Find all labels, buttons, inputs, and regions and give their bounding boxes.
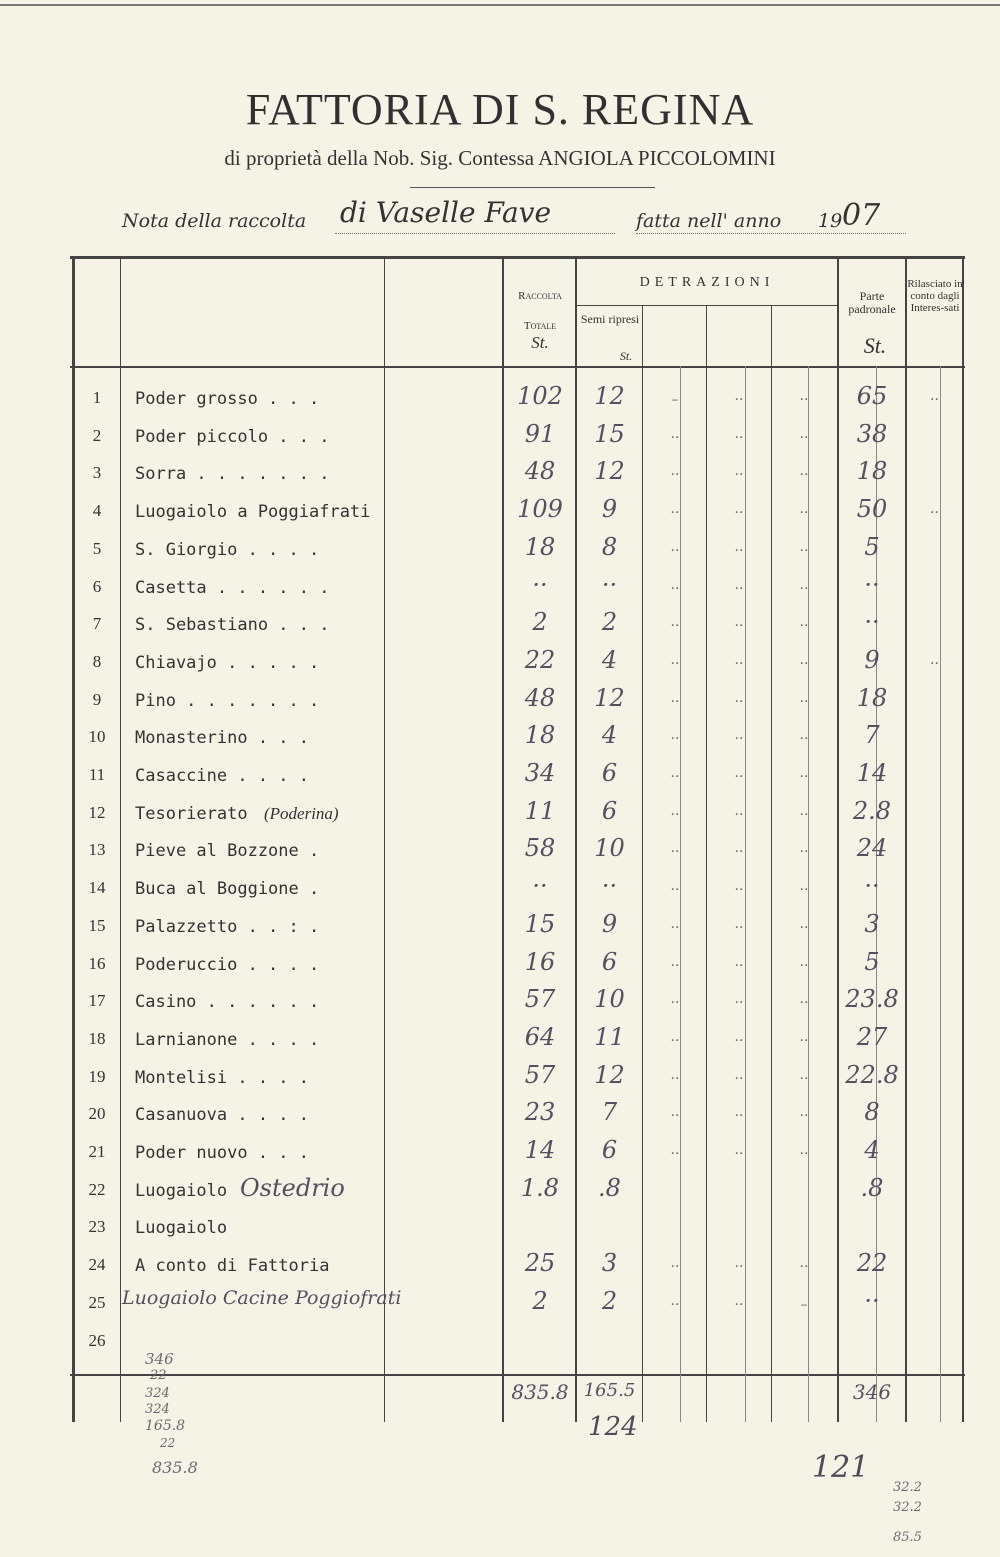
row-detrazione-mark: ··	[799, 1071, 809, 1087]
col-rule-d2	[706, 305, 707, 1422]
row-detrazione-mark: ··	[734, 581, 744, 597]
row-detrazione-mark: ··	[670, 1033, 680, 1049]
right-small-note: 32.2	[893, 1480, 922, 1495]
row-semi: 3	[601, 1249, 618, 1277]
total-semi: 165.5	[583, 1380, 636, 1401]
row-name: Buca al Boggione .	[135, 879, 320, 899]
col-rule-semi	[642, 305, 643, 1422]
row-detrazione-mark: ··	[734, 392, 744, 408]
row-name: Casanuova . . . .	[135, 1105, 309, 1125]
col-header-semi-unit: St.	[619, 349, 633, 363]
col-header-detrazioni: DETRAZIONI	[639, 275, 775, 290]
row-semi: 12	[594, 457, 625, 485]
row-totale: 18	[524, 533, 556, 561]
row-detrazione-mark: ··	[734, 731, 744, 747]
row-totale: 34	[524, 759, 556, 787]
row-totale: 22	[524, 646, 556, 674]
row-detrazione-mark: ··	[670, 467, 680, 483]
row-number: 15	[88, 916, 106, 935]
row-parte: .8	[860, 1174, 884, 1202]
row-totale: 25	[524, 1249, 556, 1277]
row-detrazione-mark: ··	[734, 430, 744, 446]
row-number: 18	[88, 1029, 106, 1048]
col-rule-d3	[771, 305, 772, 1422]
calc-line: 22	[160, 1436, 176, 1450]
header-bottom-rule	[70, 366, 965, 368]
col-rule-number	[120, 258, 121, 1422]
nota-label: Nota della raccolta	[122, 210, 307, 232]
row-semi: 10	[594, 834, 625, 862]
row-number: 4	[92, 501, 102, 520]
row-detrazione-mark: ··	[734, 882, 744, 898]
row-rilasciato: ··	[930, 656, 939, 672]
row-number: 20	[88, 1104, 106, 1123]
row-number: 8	[92, 652, 102, 671]
row-detrazione-mark: ··	[734, 995, 744, 1011]
total-totale: 835.8	[511, 1380, 569, 1404]
row-semi: 4	[601, 646, 618, 674]
row-semi: 6	[601, 759, 618, 787]
table-top-border	[70, 256, 965, 259]
row-parte: 18	[856, 457, 888, 485]
row-detrazione-mark: ··	[799, 618, 809, 634]
right-border	[962, 258, 964, 1422]
row-number: 10	[88, 727, 106, 746]
row-detrazione-mark: ··	[734, 1146, 744, 1162]
row-totale: 48	[524, 457, 556, 485]
row-rilasciato: ··	[930, 392, 939, 408]
calc-line: 346	[145, 1350, 174, 1368]
row-number: 12	[88, 803, 106, 822]
fatta-label: fatta nell' anno	[636, 210, 782, 232]
row-parte: 22	[856, 1249, 888, 1277]
col-rule-name	[384, 258, 385, 1422]
row-parte: ··	[864, 571, 880, 599]
page-title: FATTORIA DI S. REGINA	[245, 85, 755, 134]
row-totale: 16	[524, 948, 556, 976]
row-detrazione-mark: ··	[670, 1108, 680, 1124]
row-parte: ··	[864, 608, 880, 636]
row-semi: 11	[594, 1023, 625, 1051]
row-name-italic: (Poderina)	[264, 804, 339, 823]
row-totale: 57	[524, 985, 556, 1013]
row-parte: 50	[856, 495, 888, 523]
row-name: Pino . . . . . . .	[135, 691, 320, 711]
row-name-handwritten: Luogaiolo Cacine Poggiofrati	[122, 1287, 402, 1309]
row-totale: 11	[524, 797, 556, 825]
row-parte: 22.8	[845, 1061, 899, 1089]
row-detrazione-mark: ··	[734, 769, 744, 785]
row-totale: 91	[524, 420, 556, 448]
title-rule	[410, 187, 655, 188]
row-parte: 5	[864, 948, 880, 976]
calc-line: 835.8	[152, 1458, 198, 1477]
row-totale: ··	[532, 872, 548, 900]
row-parte: 8	[864, 1098, 880, 1126]
row-detrazione-mark: ··	[799, 844, 809, 860]
row-parte: 14	[856, 759, 888, 787]
anno-dotted-line	[636, 233, 906, 234]
row-detrazione-mark: ··	[734, 1297, 744, 1313]
row-number: 13	[88, 840, 106, 859]
row-detrazione-mark: ··	[734, 505, 744, 521]
row-totale: 48	[524, 684, 556, 712]
row-rilasciato: ··	[930, 505, 939, 521]
row-number: 26	[88, 1331, 106, 1350]
anno-hand: 07	[842, 198, 881, 233]
row-detrazione-mark: ··	[670, 656, 680, 672]
row-semi: 12	[594, 684, 625, 712]
row-detrazione-mark: ··	[734, 618, 744, 634]
row-number: 3	[92, 463, 102, 482]
row-detrazione-mark: ··	[799, 656, 809, 672]
row-detrazione-mark: ··	[734, 694, 744, 710]
row-parte: ··	[864, 1287, 880, 1315]
row-parte: ··	[864, 872, 880, 900]
row-semi: 12	[594, 382, 625, 410]
left-border	[72, 256, 75, 1422]
row-number: 1	[92, 388, 102, 407]
row-semi: 6	[601, 948, 618, 976]
row-detrazione-mark: ··	[734, 807, 744, 823]
row-name: Larnianone . . . .	[135, 1030, 320, 1050]
col-header-semi: Semi ripresi	[580, 312, 640, 326]
row-detrazione-mark: –	[671, 392, 679, 408]
row-detrazione-mark: ··	[734, 958, 744, 974]
row-totale: 1.8	[520, 1174, 560, 1202]
nota-dotted-line	[335, 233, 615, 234]
row-detrazione-mark: ··	[670, 995, 680, 1011]
sub-rule-5	[940, 366, 941, 1422]
row-detrazione-mark: ··	[670, 807, 680, 823]
right-small-note: 85.5	[893, 1530, 922, 1545]
row-detrazione-mark: ··	[734, 1259, 744, 1275]
row-number: 24	[88, 1255, 106, 1274]
row-detrazione-mark: ··	[734, 920, 744, 936]
row-number: 19	[88, 1067, 106, 1086]
row-totale: 15	[524, 910, 556, 938]
row-parte: 18	[856, 684, 888, 712]
row-totale: 2	[532, 1287, 548, 1315]
row-number: 7	[92, 614, 102, 633]
row-parte: 2.8	[852, 797, 892, 825]
row-number: 22	[88, 1180, 106, 1199]
row-totale: 64	[524, 1023, 556, 1051]
row-detrazione-mark: ··	[670, 1071, 680, 1087]
col-header-raccolta: Raccolta	[518, 290, 562, 302]
row-number: 17	[88, 991, 106, 1010]
row-detrazione-mark: ··	[734, 543, 744, 559]
row-semi: 8	[601, 533, 618, 561]
row-semi: 9	[601, 910, 618, 938]
row-detrazione-mark: –	[800, 1297, 808, 1313]
row-parte: 9	[864, 646, 880, 674]
row-detrazione-mark: ··	[670, 505, 680, 521]
totals-rule	[70, 1374, 965, 1376]
row-detrazione-mark: ··	[670, 1146, 680, 1162]
right-small-note: 32.2	[893, 1500, 922, 1515]
row-detrazione-mark: ··	[799, 1146, 809, 1162]
row-detrazione-mark: ··	[670, 1259, 680, 1275]
row-semi: 15	[594, 420, 625, 448]
row-detrazione-mark: ··	[670, 731, 680, 747]
row-detrazione-mark: ··	[734, 467, 744, 483]
row-semi: ··	[601, 872, 618, 900]
row-parte: 7	[864, 721, 880, 749]
row-semi: 7	[601, 1098, 618, 1126]
row-detrazione-mark: ··	[670, 769, 680, 785]
row-number: 16	[88, 954, 106, 973]
row-parte: 38	[856, 420, 888, 448]
row-detrazione-mark: ··	[799, 731, 809, 747]
calc-line: 165.8	[145, 1418, 186, 1434]
row-semi: .8	[598, 1174, 621, 1202]
row-detrazione-mark: ··	[799, 920, 809, 936]
row-semi: 12	[594, 1061, 625, 1089]
row-detrazione-mark: ··	[799, 505, 809, 521]
calc-line: 22	[150, 1368, 167, 1383]
row-detrazione-mark: ··	[670, 618, 680, 634]
col-rule-name-end	[502, 258, 504, 1422]
nota-value: di Vaselle Fave	[340, 196, 552, 229]
row-name: Chiavajo . . . . .	[135, 653, 320, 673]
row-detrazione-mark: ··	[670, 1297, 680, 1313]
row-totale: 23	[524, 1098, 556, 1126]
row-detrazione-mark: ··	[734, 1071, 744, 1087]
row-parte: 23.8	[845, 985, 899, 1013]
row-detrazione-mark: ··	[670, 581, 680, 597]
row-name: Montelisi . . . .	[135, 1068, 309, 1088]
row-name: Luogaiolo	[135, 1181, 228, 1201]
row-name: Monasterino . . .	[135, 728, 309, 748]
row-name: Luogaiolo a Poggiafrati	[135, 502, 371, 522]
row-detrazione-mark: ··	[799, 1108, 809, 1124]
row-semi: 6	[601, 1136, 618, 1164]
row-detrazione-mark: ··	[670, 882, 680, 898]
col-header-totale: Totale	[523, 320, 557, 332]
row-name-handwritten: Ostedrio	[240, 1174, 345, 1202]
row-name: Casetta . . . . . .	[135, 578, 330, 598]
row-detrazione-mark: ··	[799, 467, 809, 483]
row-name: Poder grosso . . .	[135, 389, 320, 409]
row-detrazione-mark: ··	[799, 807, 809, 823]
row-semi: 4	[601, 721, 618, 749]
page-edge	[0, 4, 1000, 6]
row-detrazione-mark: ··	[734, 844, 744, 860]
anno-prefix: 19	[818, 210, 843, 232]
row-name: Casaccine . . . .	[135, 766, 309, 786]
row-parte: 27	[856, 1023, 888, 1051]
row-number: 23	[88, 1217, 106, 1236]
row-totale: ··	[532, 571, 548, 599]
row-detrazione-mark: ··	[670, 543, 680, 559]
row-number: 25	[88, 1293, 106, 1312]
row-name: Casino . . . . . .	[135, 992, 320, 1012]
row-detrazione-mark: ··	[799, 1259, 809, 1275]
row-name: Tesorierato	[135, 804, 248, 824]
right-note: 121	[812, 1450, 870, 1485]
row-semi: 2	[601, 1287, 618, 1315]
col-header-parte-unit: St.	[863, 333, 887, 358]
row-detrazione-mark: ··	[670, 920, 680, 936]
row-number: 14	[88, 878, 106, 897]
row-number: 6	[92, 577, 102, 596]
row-totale: 102	[517, 382, 563, 410]
col-rule-parte	[905, 258, 907, 1422]
row-semi: 6	[601, 797, 618, 825]
row-detrazione-mark: ··	[734, 1033, 744, 1049]
row-detrazione-mark: ··	[734, 656, 744, 672]
row-name: Poder piccolo . . .	[135, 427, 330, 447]
row-number: 2	[92, 426, 102, 445]
row-totale: 14	[524, 1136, 556, 1164]
row-parte: 5	[864, 533, 880, 561]
row-semi: ··	[601, 571, 618, 599]
row-name: A conto di Fattoria	[135, 1256, 330, 1276]
row-semi: 10	[594, 985, 625, 1013]
page-subtitle: di proprietà della Nob. Sig. Contessa ANGIOLA PICCOLOMINI	[224, 146, 776, 170]
center-note: 124	[588, 1412, 638, 1442]
col-header-rilasciato: Rilasciato in conto dagli Interes-sati	[907, 278, 963, 315]
calc-line: 324	[145, 1402, 170, 1417]
row-name: S. Giorgio . . . .	[135, 540, 320, 560]
detrazioni-rule	[576, 305, 838, 306]
row-number: 5	[92, 539, 102, 558]
row-name: S. Sebastiano . . .	[135, 615, 330, 635]
row-detrazione-mark: ··	[734, 1108, 744, 1124]
row-name: Poder nuovo . . .	[135, 1143, 309, 1163]
row-totale: 18	[524, 721, 556, 749]
row-detrazione-mark: ··	[799, 543, 809, 559]
row-parte: 24	[856, 834, 888, 862]
row-detrazione-mark: ··	[670, 430, 680, 446]
row-semi: 9	[601, 495, 618, 523]
row-parte: 3	[864, 910, 880, 938]
row-parte: 4	[864, 1136, 880, 1164]
row-detrazione-mark: ··	[799, 581, 809, 597]
row-detrazione-mark: ··	[670, 958, 680, 974]
row-detrazione-mark: ··	[799, 430, 809, 446]
calc-line: 324	[145, 1386, 170, 1401]
row-name: Sorra . . . . . . .	[135, 464, 330, 484]
row-detrazione-mark: ··	[799, 392, 809, 408]
row-name: Luogaiolo	[135, 1218, 228, 1238]
row-detrazione-mark: ··	[670, 694, 680, 710]
row-number: 21	[88, 1142, 106, 1161]
row-semi: 2	[601, 608, 618, 636]
row-detrazione-mark: ··	[799, 995, 809, 1011]
total-parte: 346	[852, 1380, 892, 1404]
row-parte: 65	[856, 382, 888, 410]
row-detrazione-mark: ··	[670, 844, 680, 860]
row-detrazione-mark: ··	[799, 694, 809, 710]
row-totale: 58	[524, 834, 556, 862]
col-header-totale-unit: St.	[531, 333, 549, 352]
row-detrazione-mark: ··	[799, 882, 809, 898]
row-detrazione-mark: ··	[799, 1033, 809, 1049]
row-number: 9	[92, 690, 102, 709]
row-name: Palazzetto . . : .	[135, 917, 320, 937]
row-number: 11	[88, 765, 106, 784]
row-totale: 2	[532, 608, 548, 636]
row-name: Poderuccio . . . .	[135, 955, 320, 975]
row-totale: 57	[524, 1061, 556, 1089]
row-name: Pieve al Bozzone .	[135, 841, 320, 861]
row-detrazione-mark: ··	[799, 958, 809, 974]
row-totale: 109	[517, 495, 563, 523]
row-detrazione-mark: ··	[799, 769, 809, 785]
col-header-parte: Parte padronale	[848, 289, 896, 317]
